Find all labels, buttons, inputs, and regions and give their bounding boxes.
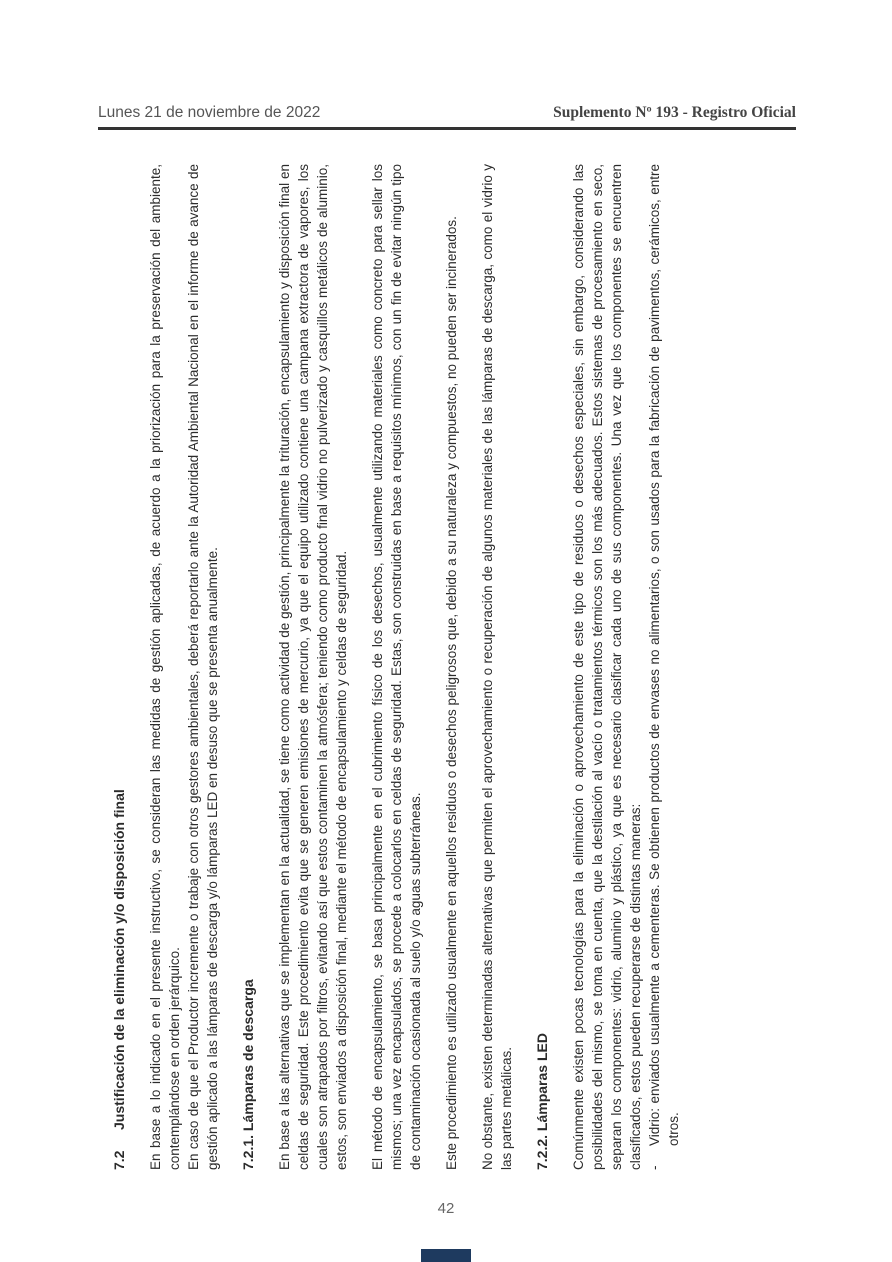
subsection-heading — [533, 164, 552, 1170]
list-item — [645, 164, 683, 1170]
subsection-heading — [239, 164, 258, 1170]
subsection-number: 7.2.1. — [240, 1134, 256, 1170]
list-marker: - — [647, 1165, 662, 1170]
section-number: 7.2 — [111, 1150, 127, 1170]
paragraph: No obstante, existen determinadas alternativas que permiten el aprovechamiento o recuperación de algunos materiales de las lámparas de descarga, como el vidrio y las partes metálicas. — [480, 164, 514, 1170]
subsection-title: Lámparas de descarga — [240, 979, 256, 1132]
header-publication: Suplemento Nº 193 - Registro Oficial — [553, 104, 796, 121]
paragraph: En caso de que el Productor incremente o trabaje con otros gestores ambientales, deberá reportarlo ante la Autoridad Ambiental Nacional en el informe de avance de gestión aplicado a las lámparas de descarga y/o lámparas LED en desuso que se presenta anualmente. — [186, 164, 220, 1170]
header-date: Lunes 21 de noviembre de 2022 — [98, 104, 321, 121]
header-rule — [98, 127, 796, 130]
paragraph: En base a lo indicado en el presente instructivo, se consideran las medidas de gestión aplicadas, de acuerdo a la priorización para la preservación del ambiente, contemplándose en orden jerárquico. — [148, 164, 182, 1170]
subsection-title: Lámparas LED — [534, 1033, 550, 1132]
section-title: Justificación de la eliminación y/o disposición final — [111, 789, 127, 1130]
list-item-text: Vidrio: enviados usualmente a cementeras. Se obtienen productos de envases no alimentarios, o son usados para la fabricación de pavimentos, cerámicos, entre otros. — [647, 164, 681, 1146]
paragraph: En base a las alternativas que se implementan en la actualidad, se tiene como actividad de gestión, principalmente la trituración, encapsulamiento y disposición final en celdas de seguridad. Este procedimiento evita que se generen emisiones de mercurio, ya que el equipo utilizado contiene una campana extractora de vapores, los cuales son atrapados por filtros, evitando así que estos contaminen la atmósfera; teniendo como producto final vidrio no pulverizado y casquillos metálicos de aluminio, estos, son enviados a disposición final, mediante el método de encapsulamiento y celdas de seguridad. — [277, 164, 349, 1170]
rotated-content — [98, 150, 788, 1170]
paragraph: Comúnmente existen pocas tecnologías para la eliminación o aprovechamiento de este tipo de residuos o desechos especiales, sin embargo, considerando las posibilidades del mismo, se toma en cuenta, que la destilación al vacío o tratamientos térmicos son los más adecuados. Estos sistemas de procesamiento en seco, separan los componentes: vidrio, aluminio y plástico, ya que es necesario clasificar cada uno de sus componentes. Una vez que los componentes se encuentren clasificados, estos pueden recuperarse de distintas maneras: — [571, 164, 643, 1170]
footer-bar — [421, 1249, 471, 1262]
page-number: 42 — [437, 1200, 455, 1217]
paragraph: Este procedimiento es utilizado usualmente en aquellos residuos o desechos peligrosos que, debido a su naturaleza y compuestos, no pueden ser incinerados. — [444, 216, 459, 1170]
subsection-number: 7.2.2. — [534, 1134, 550, 1170]
paragraph: El método de encapsulamiento, se basa principalmente en el cubrimiento físico de los desechos, usualmente utilizando materiales como concreto para sellar los mismos; una vez encapsulados, se procede a colocarlos en celdas de seguridad. Estas, son construidas en base a requisitos mínimos, con un fin de evitar ningún tipo de contaminación ocasionada al suelo y/o aguas subterráneas. — [370, 164, 423, 1170]
section-heading — [110, 164, 129, 1170]
